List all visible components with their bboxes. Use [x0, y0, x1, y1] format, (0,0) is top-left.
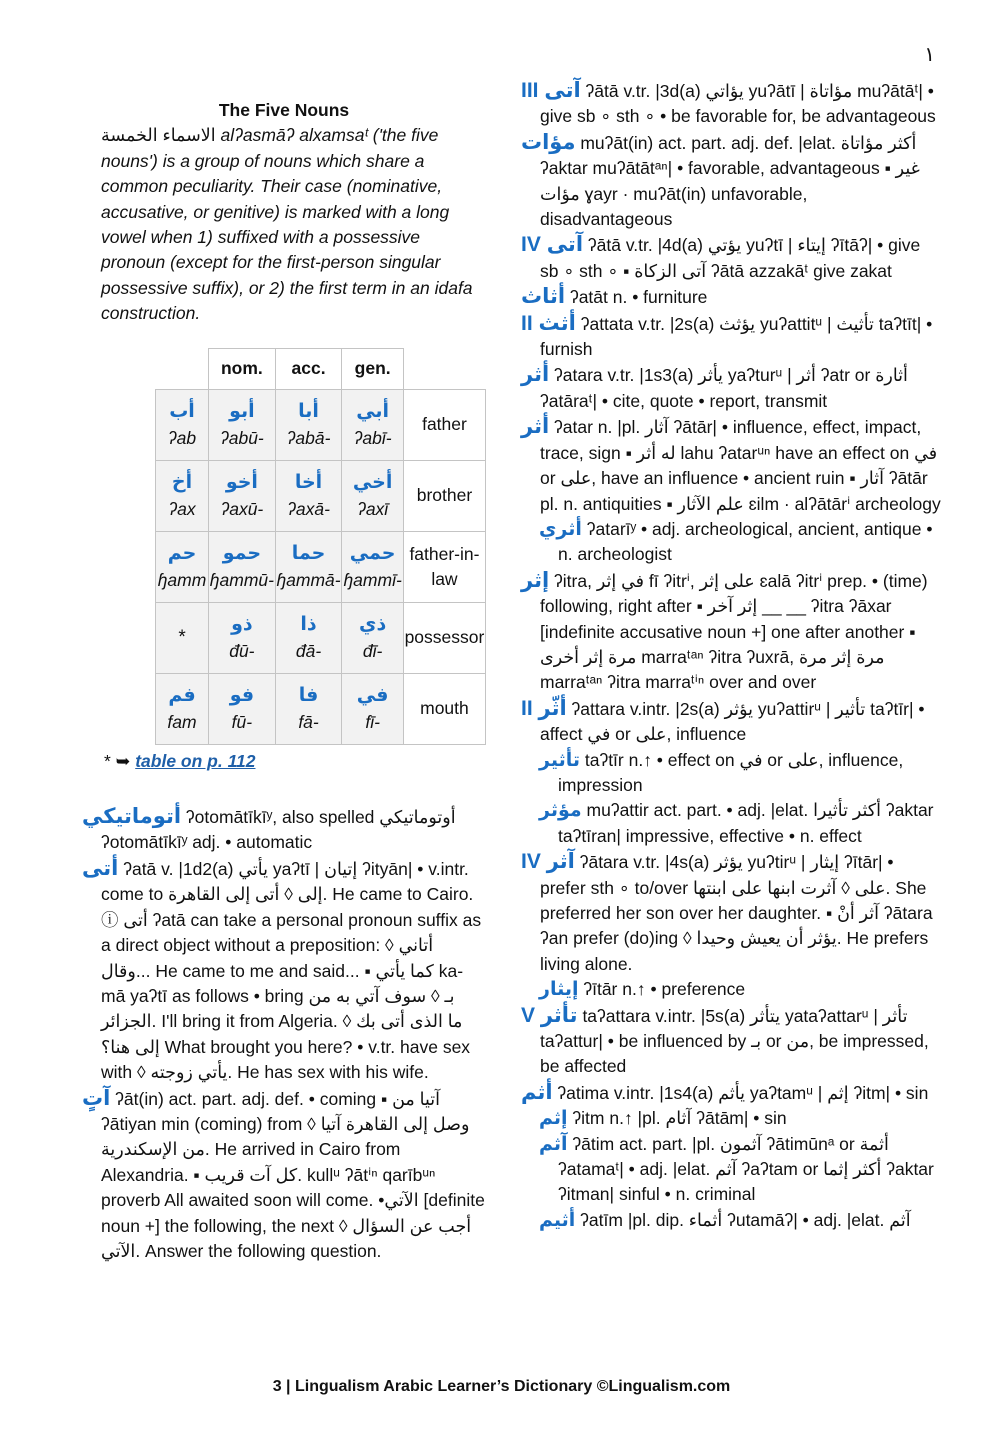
- entry-text: ʔatā v. |1d2(a) يأتي yaʔtī | إتيان ʔityān| • v.intr. come to إلى ◊ أتى إلى القاهرة. He came to Cairo. ⓘ أتى ʔatā can take a personal pronoun suffix as a direct object without a preposition: ◊ أتاني وقال... He came to me and said... ▪ كما يأتي ka-mā yaʔtī as follows • bring بـ ◊ سوف آتي به من الجزائر. I'll bring it from Algeria. ◊ ما الذى أتى بك إلى هنا؟ What brought you here? • v.tr. have sex with ◊ يأتي زوجته. He has sex with his wife.: [101, 858, 482, 1083]
- cell-nom: [209, 673, 276, 744]
- acc-arabic: حما: [291, 542, 326, 564]
- table-reference-link[interactable]: table on p. 112: [135, 750, 256, 771]
- entry-text: ʔotomātīkīʸ, also spelled أوتوماتيكي ʔotomātīkīʸ adj. • automatic: [101, 807, 456, 853]
- dictionary-entry: [521, 748, 941, 799]
- cell-nom: [209, 460, 276, 531]
- dictionary-entry: [521, 1208, 941, 1233]
- entry-text: ʔattata v.tr. |2s(a) يؤثث yuʔattitᵘ | تأثيث taʔtīt| • furnish: [540, 313, 933, 360]
- entry-headword: أثر: [521, 363, 550, 387]
- table-row: [156, 460, 486, 531]
- table-row: [156, 673, 486, 744]
- left-entries: [82, 804, 486, 1264]
- entry-text: muʔāt(in) act. part. adj. def. |elat. أكثر مؤاتاة ʔaktar muʔātātᵃⁿ| • favorable, advantageous ▪ غير مؤات ɣayr · muʔāt(in) unfavorable, disadvantageous: [540, 132, 920, 230]
- entry-text: ʔitra, في إثر fī ʔitrⁱ, على إثر ɛalā ʔitrⁱ prep. • (time) following, right after ▪ إثر آخر __ __ ʔitra ʔāxar [indefinite accusative noun +] one after another ▪ مرة إثر أخرى marraᵗᵃⁿ ʔitra ʔuxrā, مرة إثر مرة marraᵗᵃⁿ ʔitra marraᵗⁱⁿ over and over: [540, 570, 928, 693]
- cell-gloss: brother: [403, 460, 485, 531]
- page-footer: 3 | Lingualism Arabic Learner’s Dictionary ©Lingualism.com: [272, 1378, 731, 1395]
- dictionary-entry: [521, 568, 941, 696]
- entry-headword: إثر: [521, 568, 550, 592]
- dictionary-entry: [521, 130, 941, 233]
- gen-translit: ʔaxī: [357, 498, 389, 519]
- entry-text: ʔātara v.tr. |4s(a) يؤثر yuʔtirᵘ | إيثار ʔītār| • prefer sth ∘ to/over على ◊ آثرت ابنها على ابنتها. She preferred her son over her daughter. ▪ آثر أنْ ʔātara ʔan prefer (do)ing ◊ يؤثر أن يعيش وحيدا. He prefers living alone.: [540, 852, 933, 974]
- nom-translit: ɧammū-: [209, 569, 274, 590]
- nom-arabic: حمو: [222, 542, 262, 564]
- dictionary-entry: [521, 517, 941, 568]
- header-blank: [156, 348, 209, 389]
- cell-gen: [342, 673, 404, 744]
- base-translit: fam: [167, 711, 197, 732]
- entry-text: taʔattara v.intr. |5s(a) يتأثر yataʔattarᵘ | تأثر taʔattur| • be influenced by بـ or من, be impressed, be affected: [540, 1005, 929, 1077]
- acc-arabic: أبا: [298, 400, 319, 422]
- entry-text: ʔātā v.tr. |4d(a) يؤتي yuʔtī | إيتاء ʔītāʔ| • give sb ∘ sth ∘ ▪ آتى الزكاة ʔātā azzakāᵗ give zakat: [540, 235, 921, 281]
- table-note: [104, 749, 486, 774]
- header-nom: nom.: [209, 348, 276, 389]
- gen-translit: đī-: [362, 640, 383, 661]
- dictionary-entry: [521, 696, 941, 748]
- entry-text: ʔātā v.tr. |3d(a) يؤاتي yuʔātī | مؤاتاة muʔātāᵗ| • give sb ∘ sth ∘ • be favorable for, be advantageous: [540, 81, 936, 127]
- cell-base: [156, 531, 209, 602]
- gen-arabic: حمي: [349, 542, 396, 564]
- entry-headword: أثيم: [539, 1209, 576, 1231]
- nom-arabic: أبو: [229, 400, 255, 422]
- entry-headword: أثر: [521, 415, 550, 439]
- table-row: [156, 531, 486, 602]
- cell-gloss: father: [403, 389, 485, 460]
- gen-translit: ʔabī-: [353, 427, 392, 448]
- dictionary-entry: [521, 798, 941, 849]
- acc-arabic: أخا: [294, 471, 323, 493]
- cell-acc: [275, 531, 342, 602]
- dictionary-entry: [82, 804, 486, 856]
- cell-gen: [342, 460, 404, 531]
- entry-text: ʔattara v.intr. |2s(a) يؤثر yuʔattirᵘ | تأثير taʔtīr| • affect في or على, influence: [540, 698, 925, 745]
- nom-translit: ʔabū-: [219, 427, 264, 448]
- entry-text: ʔātim act. part. |pl. آثمون ʔātimūnᵃ or أثمة ʔatamaᵗ| • adj. |elat. آثم ʔaʔtam or أكثر إثما ʔaktar ʔitman| sinful • n. criminal: [558, 1133, 934, 1205]
- cell-nom: [209, 602, 276, 673]
- entry-headword: إثم: [539, 1108, 568, 1130]
- entry-text: ʔatara v.tr. |1s3(a) يأثر yaʔturᵘ | أثر ʔatr or أثارة ʔatāraᵗ| • cite, quote • report, transmit: [540, 365, 908, 411]
- dictionary-entry: [521, 78, 941, 130]
- right-column: [521, 78, 941, 1233]
- entry-headword: تأثير: [539, 749, 580, 771]
- entry-text: ʔatima v.intr. |1s4(a) يأثم yaʔtamᵘ | إثم ʔitm| • sin: [552, 1082, 929, 1103]
- cell-acc: [275, 460, 342, 531]
- cell-gloss: possessor: [403, 602, 485, 673]
- dictionary-entry: [521, 849, 941, 977]
- entry-text: ʔītār n.↑ • preference: [578, 979, 746, 1000]
- acc-arabic: فا: [298, 684, 319, 706]
- base-translit: ɧamm: [157, 569, 207, 590]
- entry-headword: إيثار: [539, 979, 579, 1001]
- gen-arabic: أخي: [352, 471, 393, 493]
- entry-headword: أثم: [521, 1080, 553, 1104]
- dictionary-entry: [82, 1086, 486, 1265]
- base-translit: ʔax: [168, 498, 196, 519]
- base-translit: ʔab: [167, 427, 197, 448]
- nom-translit: đū-: [229, 640, 255, 661]
- left-column: [82, 78, 486, 1264]
- nom-arabic: أخو: [225, 471, 258, 493]
- gen-translit: ɧammī-: [343, 569, 402, 590]
- intro-text: alʔasmāʔ alxamsaᵗ ('the five nouns') is a group of nouns which share a common peculiarity. Their case (nominative, accusative, or genitive) is marked with a long vowel when 1) suffixed with a possessive pronoun (except for the first-person singular possessive suffix), or 2) the first term in an idafa construction.: [101, 125, 473, 324]
- acc-translit: fā-: [298, 711, 319, 732]
- dictionary-entry: [521, 362, 941, 414]
- gen-arabic: في: [356, 684, 389, 706]
- nom-translit: fū-: [231, 711, 253, 732]
- cell-nom: [209, 389, 276, 460]
- entry-headword: IV آتى: [521, 233, 584, 257]
- cell-base: [156, 460, 209, 531]
- entry-text: muʔattir act. part. • adj. |elat. أكثر تأثيرا ʔaktar taʔtīran| impressive, effective • n. effect: [558, 800, 934, 846]
- entry-text: ʔatarīʸ • adj. archeological, ancient, antique • n. archeologist: [558, 518, 933, 565]
- cell-base: [156, 602, 209, 673]
- entry-headword: أتوماتيكي: [82, 805, 182, 829]
- acc-translit: ɧammā-: [276, 569, 341, 590]
- base-arabic: أب: [169, 400, 195, 422]
- acc-arabic: ذا: [300, 613, 317, 635]
- table-row: [156, 389, 486, 460]
- cell-base: [156, 673, 209, 744]
- cell-nom: [209, 531, 276, 602]
- cell-gen: [342, 602, 404, 673]
- gen-arabic: ذي: [359, 613, 387, 635]
- base-arabic: فم: [168, 684, 196, 706]
- page-number: ١: [924, 44, 935, 66]
- entry-text: ʔitm n.↑ |pl. آثام ʔātām| • sin: [567, 1108, 787, 1129]
- dictionary-entry: [521, 1080, 941, 1106]
- gen-translit: fī-: [365, 711, 380, 732]
- entry-headword: II أثّر: [521, 696, 567, 720]
- five-nouns-table: [155, 348, 486, 745]
- cell-base: [156, 389, 209, 460]
- dictionary-entry: [82, 856, 486, 1086]
- entry-text: ʔatāt n. • furniture: [565, 287, 708, 308]
- cell-gen: [342, 531, 404, 602]
- nom-arabic: ذو: [231, 613, 253, 635]
- note-prefix: * ➥: [104, 750, 131, 771]
- entry-headword: أثاث: [521, 285, 566, 309]
- cell-gloss: mouth: [403, 673, 485, 744]
- section-intro: [82, 123, 486, 326]
- dictionary-entry: [521, 1003, 941, 1080]
- entry-text: ʔatar n. |pl. آثار ʔātār| • influence, effect, impact, trace, sign ▪ له أثر lahu ʔatarᵘⁿ have an effect on في or على, have an influence • ancient ruin ▪ آثار ʔātār pl. n. antiquities ▪ علم الآثار ɛilm · alʔātārⁱ archeology: [540, 417, 941, 514]
- cell-acc: [275, 673, 342, 744]
- entry-headword: V تأثر: [521, 1003, 578, 1027]
- entry-headword: مؤات: [521, 130, 576, 154]
- acc-translit: ʔabā-: [286, 427, 331, 448]
- entry-headword: آتٍ: [82, 1086, 111, 1110]
- section-title: The Five Nouns: [218, 100, 350, 120]
- cell-gloss: father-in-law: [403, 531, 485, 602]
- base-asterisk: *: [178, 626, 186, 648]
- base-arabic: حم: [167, 542, 197, 564]
- entry-headword: IV آثر: [521, 850, 575, 874]
- dictionary-entry: [521, 311, 941, 363]
- entry-headword: مؤثر: [539, 800, 582, 822]
- table-header-row: [156, 348, 486, 389]
- cell-acc: [275, 602, 342, 673]
- nom-arabic: فو: [229, 684, 255, 706]
- base-arabic: أخ: [171, 471, 193, 493]
- acc-translit: ʔaxā-: [287, 498, 330, 519]
- entry-headword: III آتى: [521, 79, 581, 102]
- dictionary-entry: [521, 1106, 941, 1131]
- dictionary-entry: [521, 284, 941, 310]
- entry-text: taʔtīr n.↑ • effect on في or على, influence, impression: [558, 749, 904, 795]
- entry-text: ʔatīm |pl. dip. أثماء ʔutamāʔ| • adj. |elat. آثم: [575, 1209, 911, 1230]
- header-gen: gen.: [342, 348, 404, 389]
- dictionary-entry: [521, 1132, 941, 1208]
- entry-headword: آثم: [539, 1133, 568, 1155]
- dictionary-entry: [521, 414, 941, 517]
- table-row: [156, 602, 486, 673]
- entry-headword: II أثث: [521, 311, 576, 335]
- gen-arabic: أبي: [356, 400, 390, 422]
- intro-arabic: الاسماء الخمسة: [101, 125, 216, 146]
- dictionary-entry: [521, 977, 941, 1002]
- acc-translit: đā-: [295, 640, 322, 661]
- header-blank-right: [403, 348, 485, 389]
- entry-text: ʔāt(in) act. part. adj. def. • coming ▪ آتيا من ʔātiyan min (coming) from ◊ وصل إلى القاهرة آتيا من الإسكندرية. He arrived in Cairo from Alexandria. ▪ كل آت قريب. kullᵘ ʔātⁱⁿ qarībᵘⁿ proverb All awaited soon will come. •الآتي [definite noun +] the following, the next ◊ أجب عن السؤال الآتي. Answer the following question.: [101, 1088, 485, 1261]
- header-acc: acc.: [275, 348, 342, 389]
- nom-translit: ʔaxū-: [220, 498, 264, 519]
- cell-acc: [275, 389, 342, 460]
- cell-gen: [342, 389, 404, 460]
- dictionary-entry: [521, 232, 941, 284]
- entry-headword: أثري: [539, 518, 582, 540]
- entry-headword: أتى: [82, 856, 119, 880]
